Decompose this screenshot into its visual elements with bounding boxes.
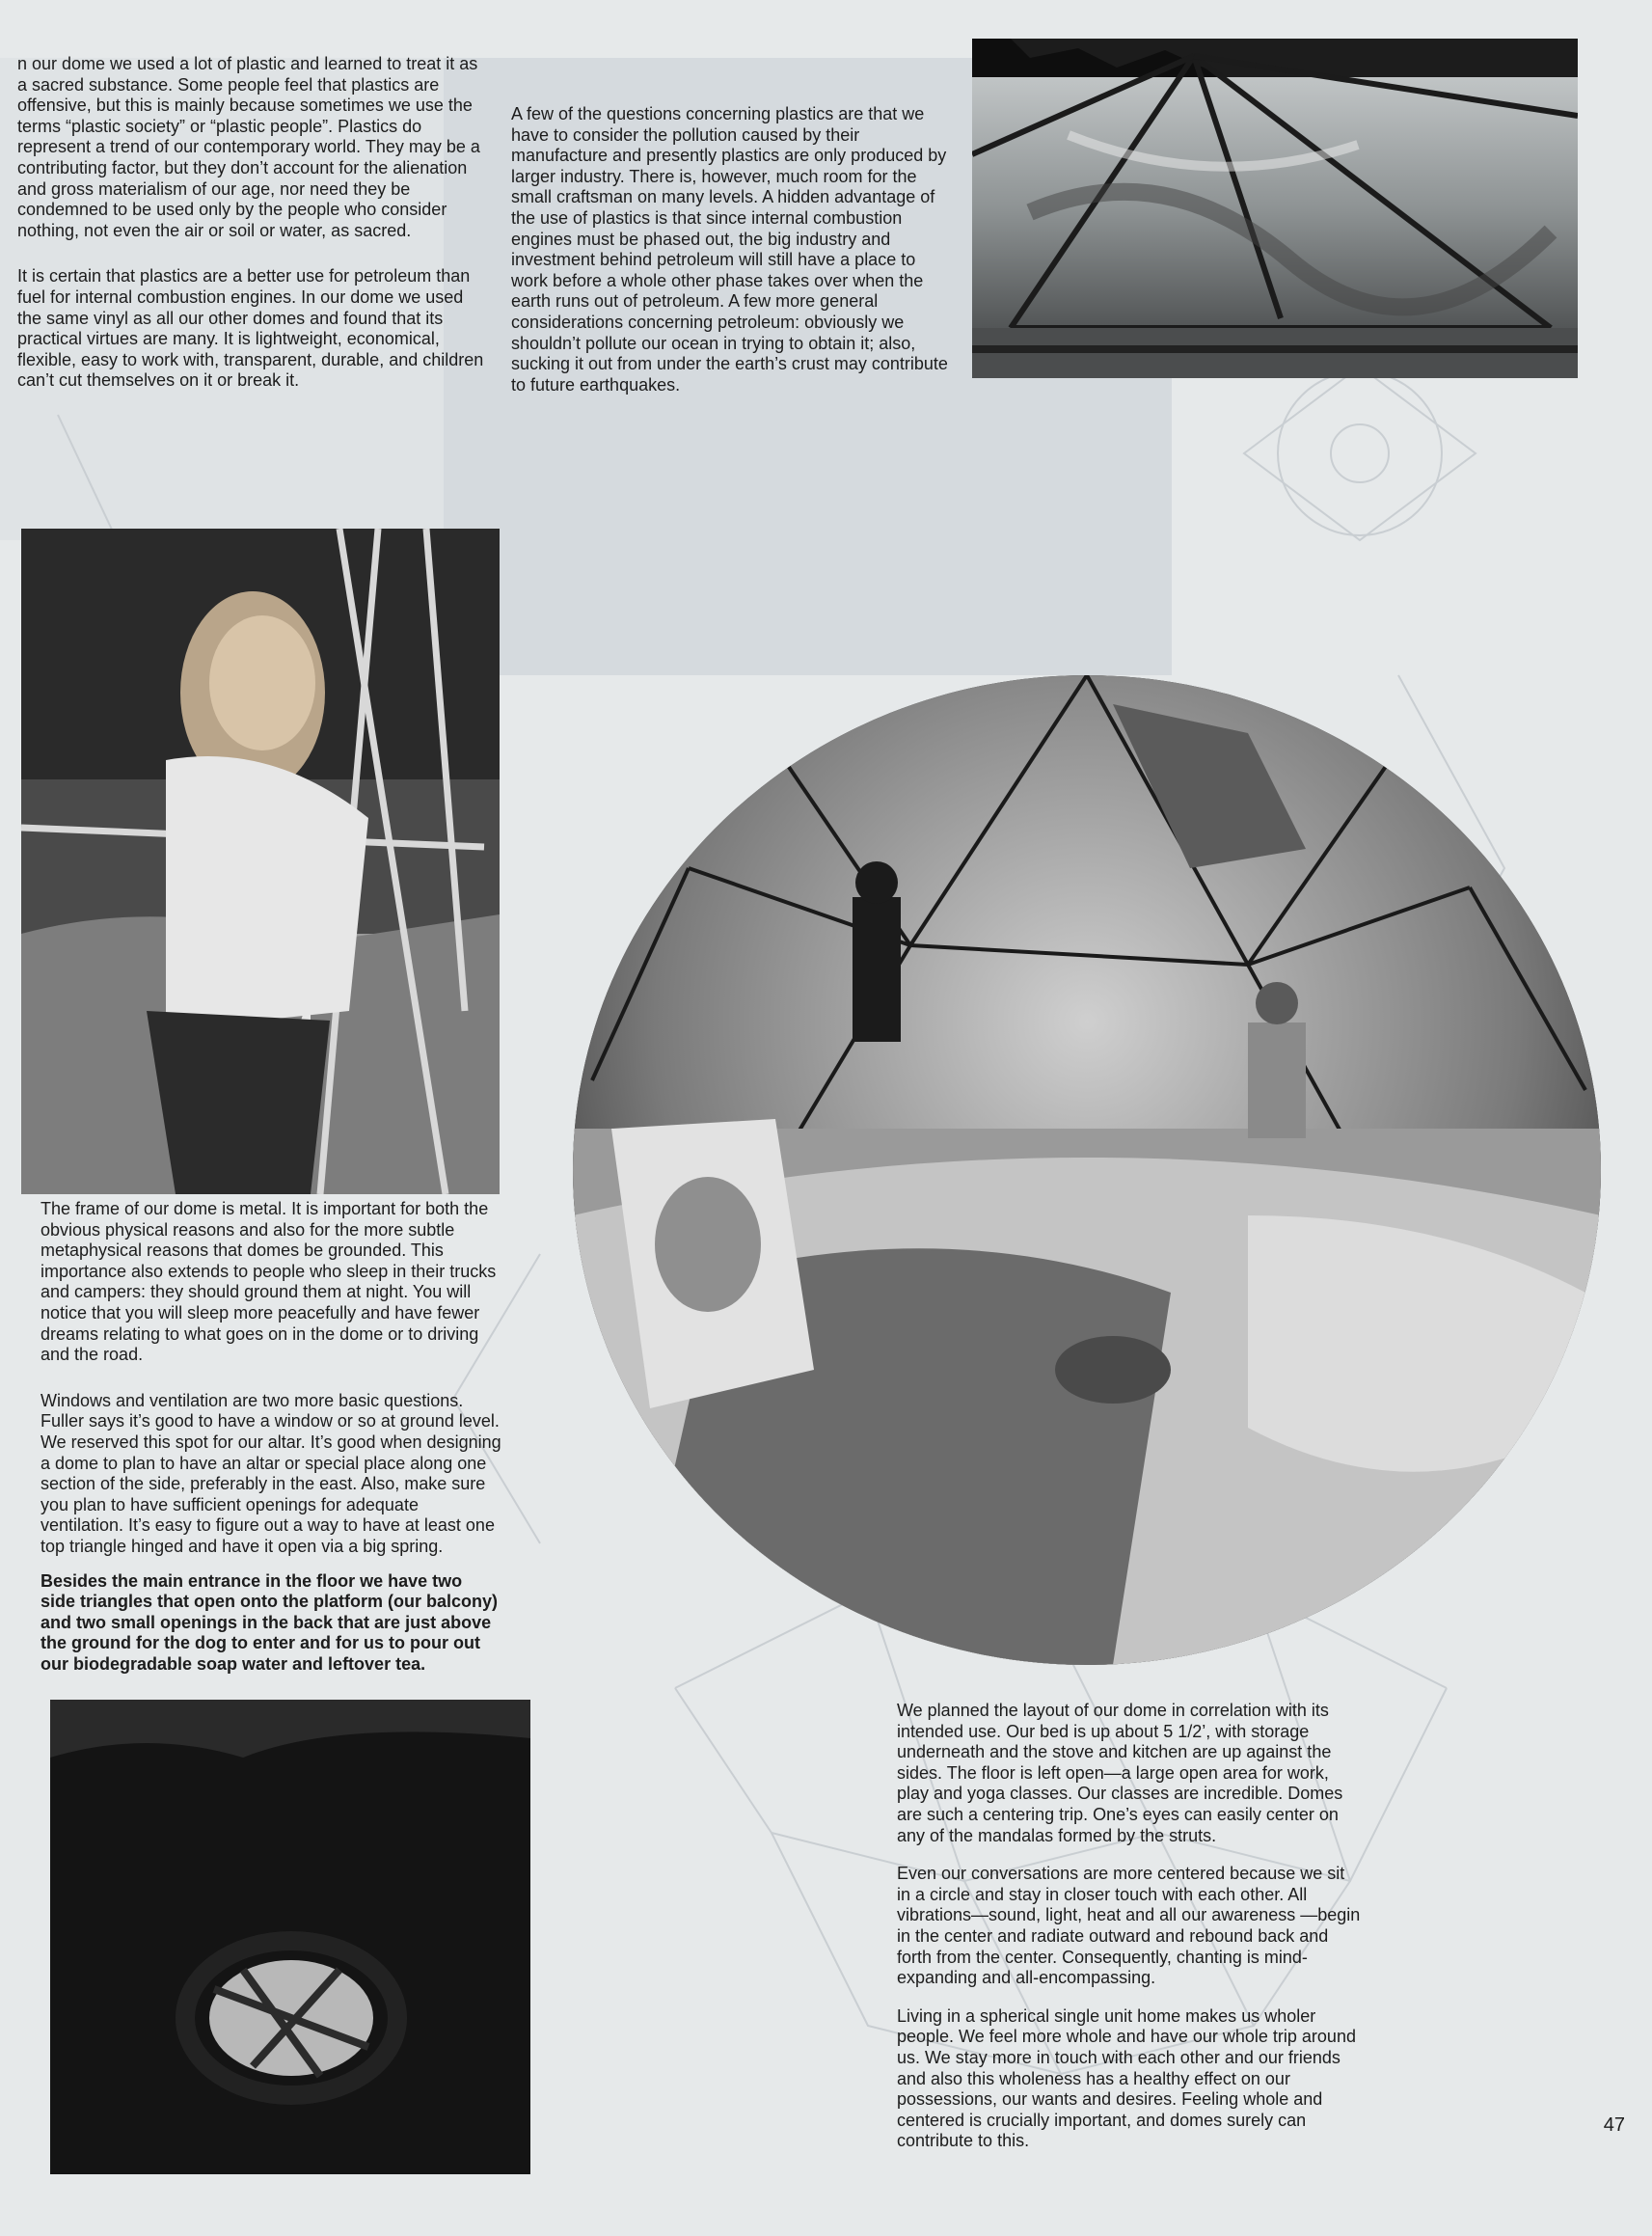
paragraph-plastics-pollution: A few of the questions concerning plastics are that we have to consider the pollution caused by their manufacture and presently plastics are only produced by larger industry. There is, however, much room for the small craftsman on many levels. A hidden advantage of the use of plastics is that since internal combustion engines must be phased out, the big industry and investment behind petroleum will still have a place to work before a whole other phase takes over when the earth runs out of petroleum. A few more general considerations concerning petroleum: obviously we shouldn’t pollute our ocean in trying to obtain it; also, sucking it out from under the earth’s crust may contribute to future earthquakes. (511, 104, 948, 395)
photo-dome-at-night (50, 1700, 530, 2174)
photo-fisheye-dome-interior (573, 675, 1601, 1665)
photo-vinyl-dome-skylight (972, 39, 1578, 378)
text-column-plastics-intro (17, 54, 485, 392)
paragraph-conversations: Even our conversations are more centered because we sit in a circle and stay in closer touch with each other. All vibrations—sound, light, heat and all our awareness —begin in the center and radiate outward and rebound back and forth from the center. Consequently, chanting is mind-expanding and all-encompassing. (897, 1864, 1361, 1988)
text-column-frame-windows (41, 1199, 501, 1675)
photo-girl-assembling-frame (21, 529, 500, 1194)
paragraph-metal-frame: The frame of our dome is metal. It is important for both the obvious physical reasons and also for the more subtle metaphysical reasons that domes be grounded. This importance also extends to people who sleep in their trucks and campers: they should ground them at night. You will notice that you will sleep more peacefully and have fewer dreams relating to what goes on in the dome or to driving and the road. (41, 1199, 497, 1365)
paragraph-plastics-petroleum: It is certain that plastics are a better use for petroleum than fuel for internal combustion engines. In our dome we used the same vinyl as all our other domes and found that its practical virtues are many. It is lightweight, economical, flexible, easy to work with, transparent, durable, and children can’t cut themselves on it or break it. (17, 266, 484, 391)
page-number: 47 (1603, 2114, 1625, 2136)
text-column-plastics-questions (511, 104, 957, 395)
paragraph-spherical-home: Living in a spherical single unit home makes us wholer people. We feel more whole and have our whole trip around us. We stay more in touch with each other and our friends and also this wholeness has a healthy effect on our possessions, our wants and desires. Feeling whole and centered is crucially important, and domes surely can contribute to this. (897, 2005, 1356, 2151)
paragraph-layout: We planned the layout of our dome in correlation with its intended use. Our bed is up about 5 1/2’, with storage underneath and the stove and kitchen are up against the sides. The floor is left open—a large open area for work, play and yoga classes. Our classes are incredible. Domes are such a centering trip. One’s eyes can easily center on any of the mandalas formed by the struts. (897, 1701, 1343, 1845)
paragraph-entrances: Besides the main entrance in the floor we have two side triangles that open onto the platform (our balcony) and two small openings in the back that are just above the ground for the dog to enter and for us to pour out our biodegradable soap water and leftover tea. (41, 1570, 499, 1674)
text-column-layout-centering (897, 1701, 1362, 2152)
paragraph-plastics-sacred: n our dome we used a lot of plastic and learned to treat it as a sacred substance. Some people feel that plastics are offensive, but this is mainly because sometimes we use the terms “plastic society” or “plastic people”. Plastics do represent a trend of our contemporary world. They may be a contributing factor, but they don’t account for the alienation and gross materialism of our age, nor need they be condemned to be used only by the people who consider nothing, not even the air or soil or water, as sacred. (17, 54, 480, 240)
paragraph-windows-ventilation: Windows and ventilation are two more basic questions. Fuller says it’s good to have a window or so at ground level. We reserved this spot for our altar. It’s good when designing a dome to plan to have an altar or special place along one section of the side, preferably in the east. Also, make sure you plan to have sufficient openings for adequate ventilation. It’s easy to figure out a way to have at least one top triangle hinged and have it open via a big spring. (41, 1390, 501, 1556)
